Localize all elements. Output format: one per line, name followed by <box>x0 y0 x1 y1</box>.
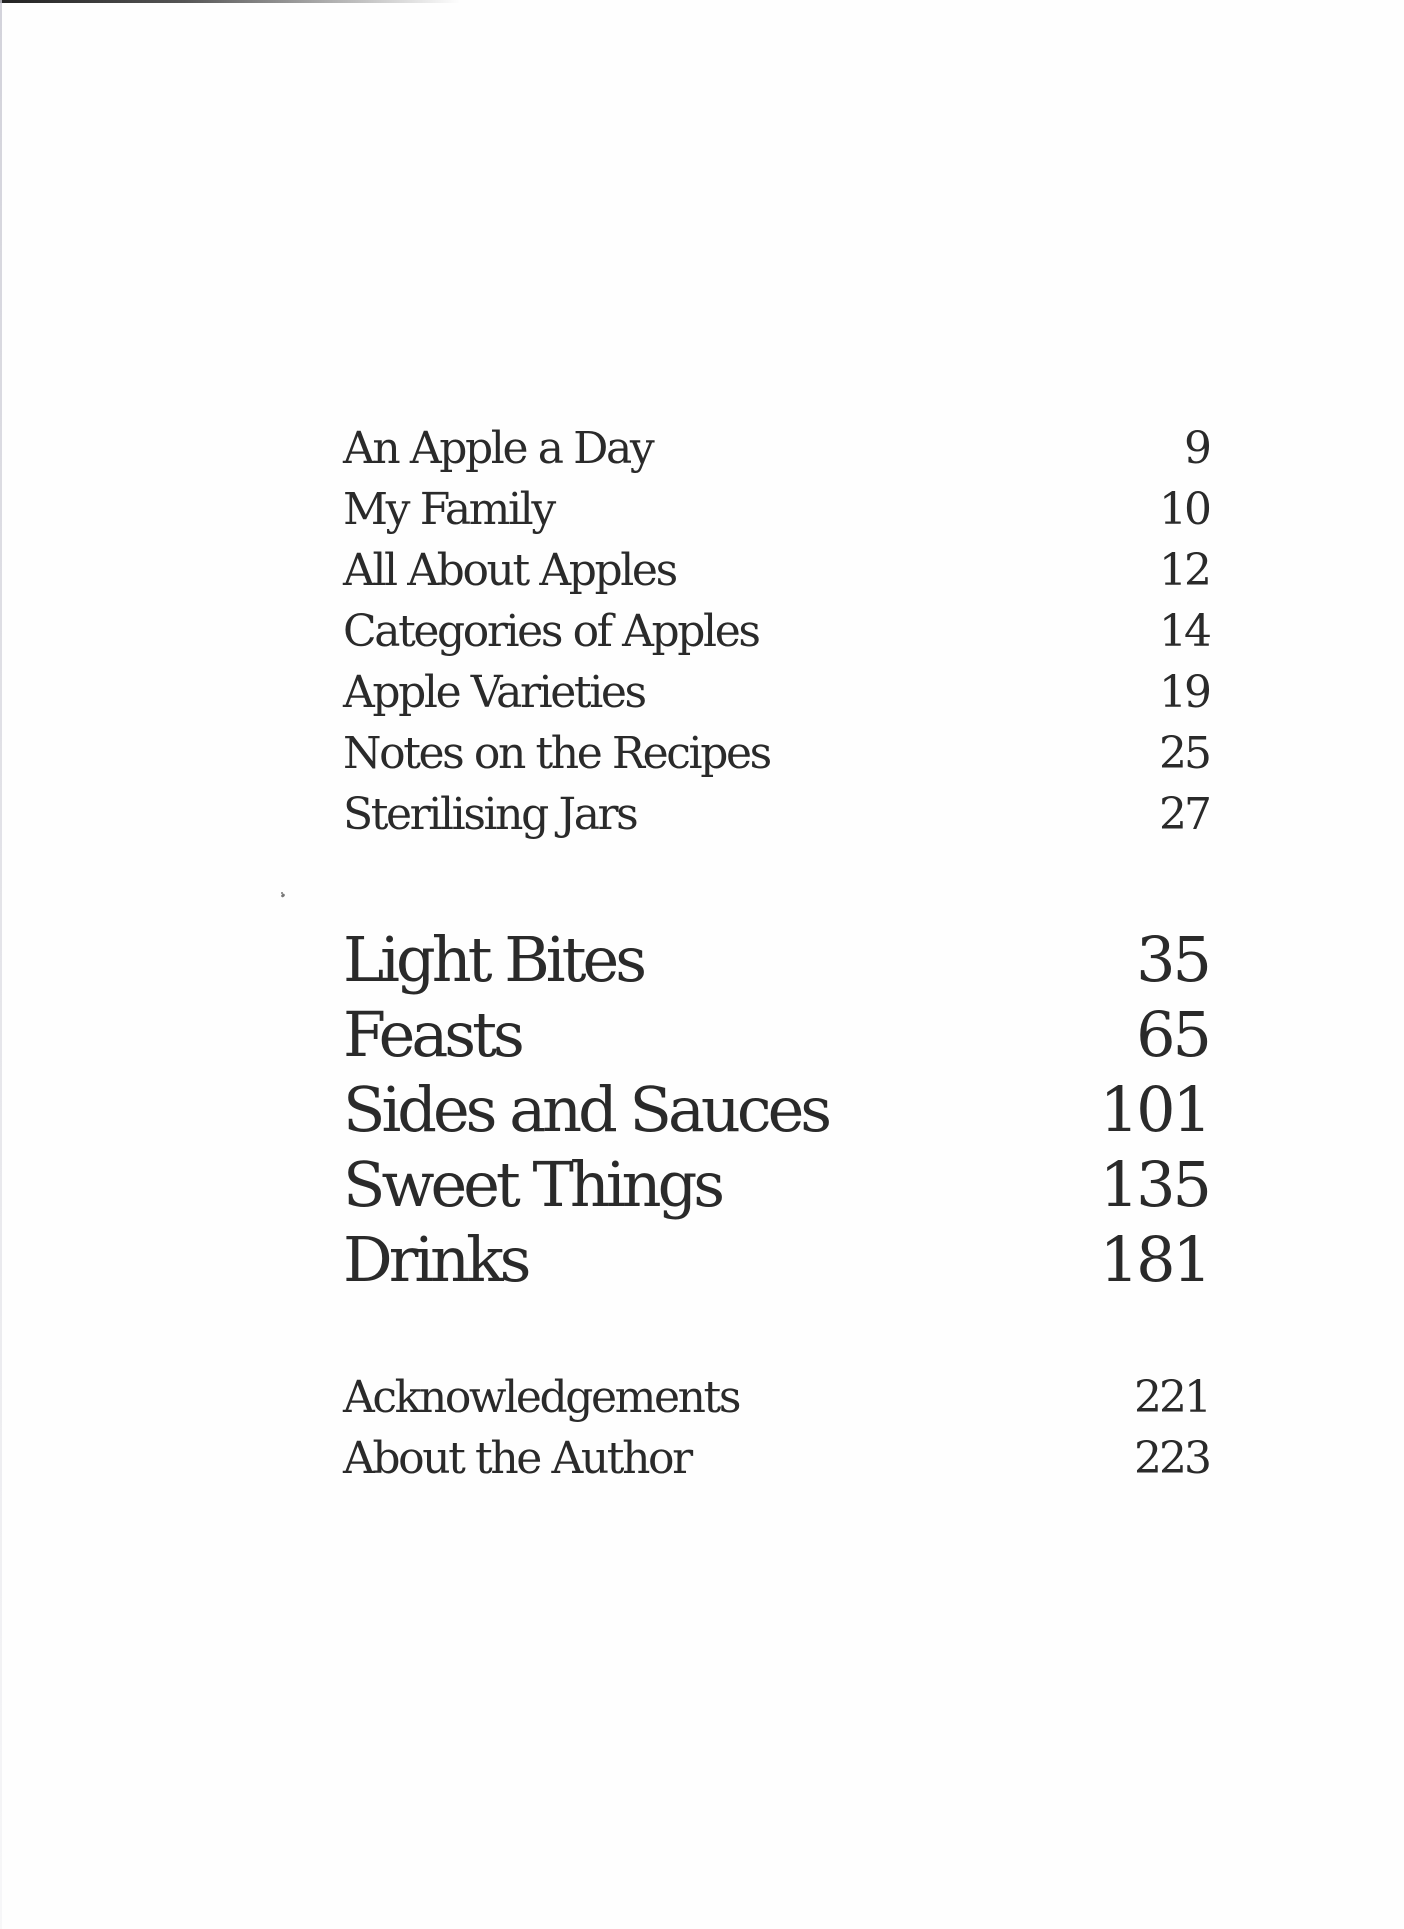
toc-entry-title: About the Author <box>343 1433 691 1484</box>
toc-chapter-page: 35 <box>1136 923 1209 996</box>
toc-entry-apple-varieties[interactable] <box>343 662 1209 723</box>
toc-chapter-page: 65 <box>1136 998 1209 1071</box>
scan-edge-left <box>0 0 2 1929</box>
toc-front-matter <box>343 418 1209 845</box>
toc-chapters <box>343 922 1209 1297</box>
toc-chapter-page: 181 <box>1099 1223 1209 1296</box>
toc-chapter-title: Feasts <box>343 998 521 1071</box>
toc-chapter-title: Light Bites <box>343 923 644 996</box>
toc-entry-categories-of-apples[interactable] <box>343 601 1209 662</box>
toc-entry-title: An Apple a Day <box>343 423 653 474</box>
toc-entry-page: 221 <box>1134 1372 1209 1423</box>
toc-chapter-light-bites[interactable] <box>343 922 1209 997</box>
toc-chapter-page: 101 <box>1099 1073 1209 1146</box>
toc-entry-sterilising-jars[interactable] <box>343 784 1209 845</box>
toc-entry-page: 25 <box>1159 728 1209 779</box>
toc-chapter-title: Sides and Sauces <box>343 1073 829 1146</box>
toc-entry-notes-on-the-recipes[interactable] <box>343 723 1209 784</box>
toc-entry-title: Categories of Apples <box>343 606 759 657</box>
toc-chapter-sweet-things[interactable] <box>343 1147 1209 1222</box>
toc-entry-my-family[interactable] <box>343 479 1209 540</box>
toc-back-matter <box>343 1367 1209 1489</box>
dust-speck <box>281 892 283 894</box>
toc-entry-title: Notes on the Recipes <box>343 728 770 779</box>
toc-entry-title: My Family <box>343 484 554 535</box>
toc-entry-page: 12 <box>1159 545 1209 596</box>
toc-chapter-title: Drinks <box>343 1223 528 1296</box>
toc-entry-about-the-author[interactable] <box>343 1428 1209 1489</box>
toc-entry-title: Apple Varieties <box>343 667 645 718</box>
scan-edge-top <box>0 0 460 3</box>
toc-entry-all-about-apples[interactable] <box>343 540 1209 601</box>
toc-entry-page: 19 <box>1159 667 1209 718</box>
toc-entry-page: 27 <box>1159 789 1209 840</box>
toc-chapter-feasts[interactable] <box>343 997 1209 1072</box>
toc-entry-acknowledgements[interactable] <box>343 1367 1209 1428</box>
toc-entry-title: All About Apples <box>343 545 676 596</box>
toc-entry-title: Sterilising Jars <box>343 789 637 840</box>
toc-entry-an-apple-a-day[interactable] <box>343 418 1209 479</box>
toc-entry-page: 10 <box>1159 484 1209 535</box>
toc-entry-page: 223 <box>1134 1433 1209 1484</box>
toc-entry-title: Acknowledgements <box>343 1372 740 1423</box>
toc-chapter-title: Sweet Things <box>343 1148 722 1221</box>
toc-chapter-page: 135 <box>1099 1148 1209 1221</box>
toc-entry-page: 14 <box>1159 606 1209 657</box>
toc-chapter-sides-and-sauces[interactable] <box>343 1072 1209 1147</box>
toc-chapter-drinks[interactable] <box>343 1222 1209 1297</box>
toc-entry-page: 9 <box>1184 423 1209 474</box>
